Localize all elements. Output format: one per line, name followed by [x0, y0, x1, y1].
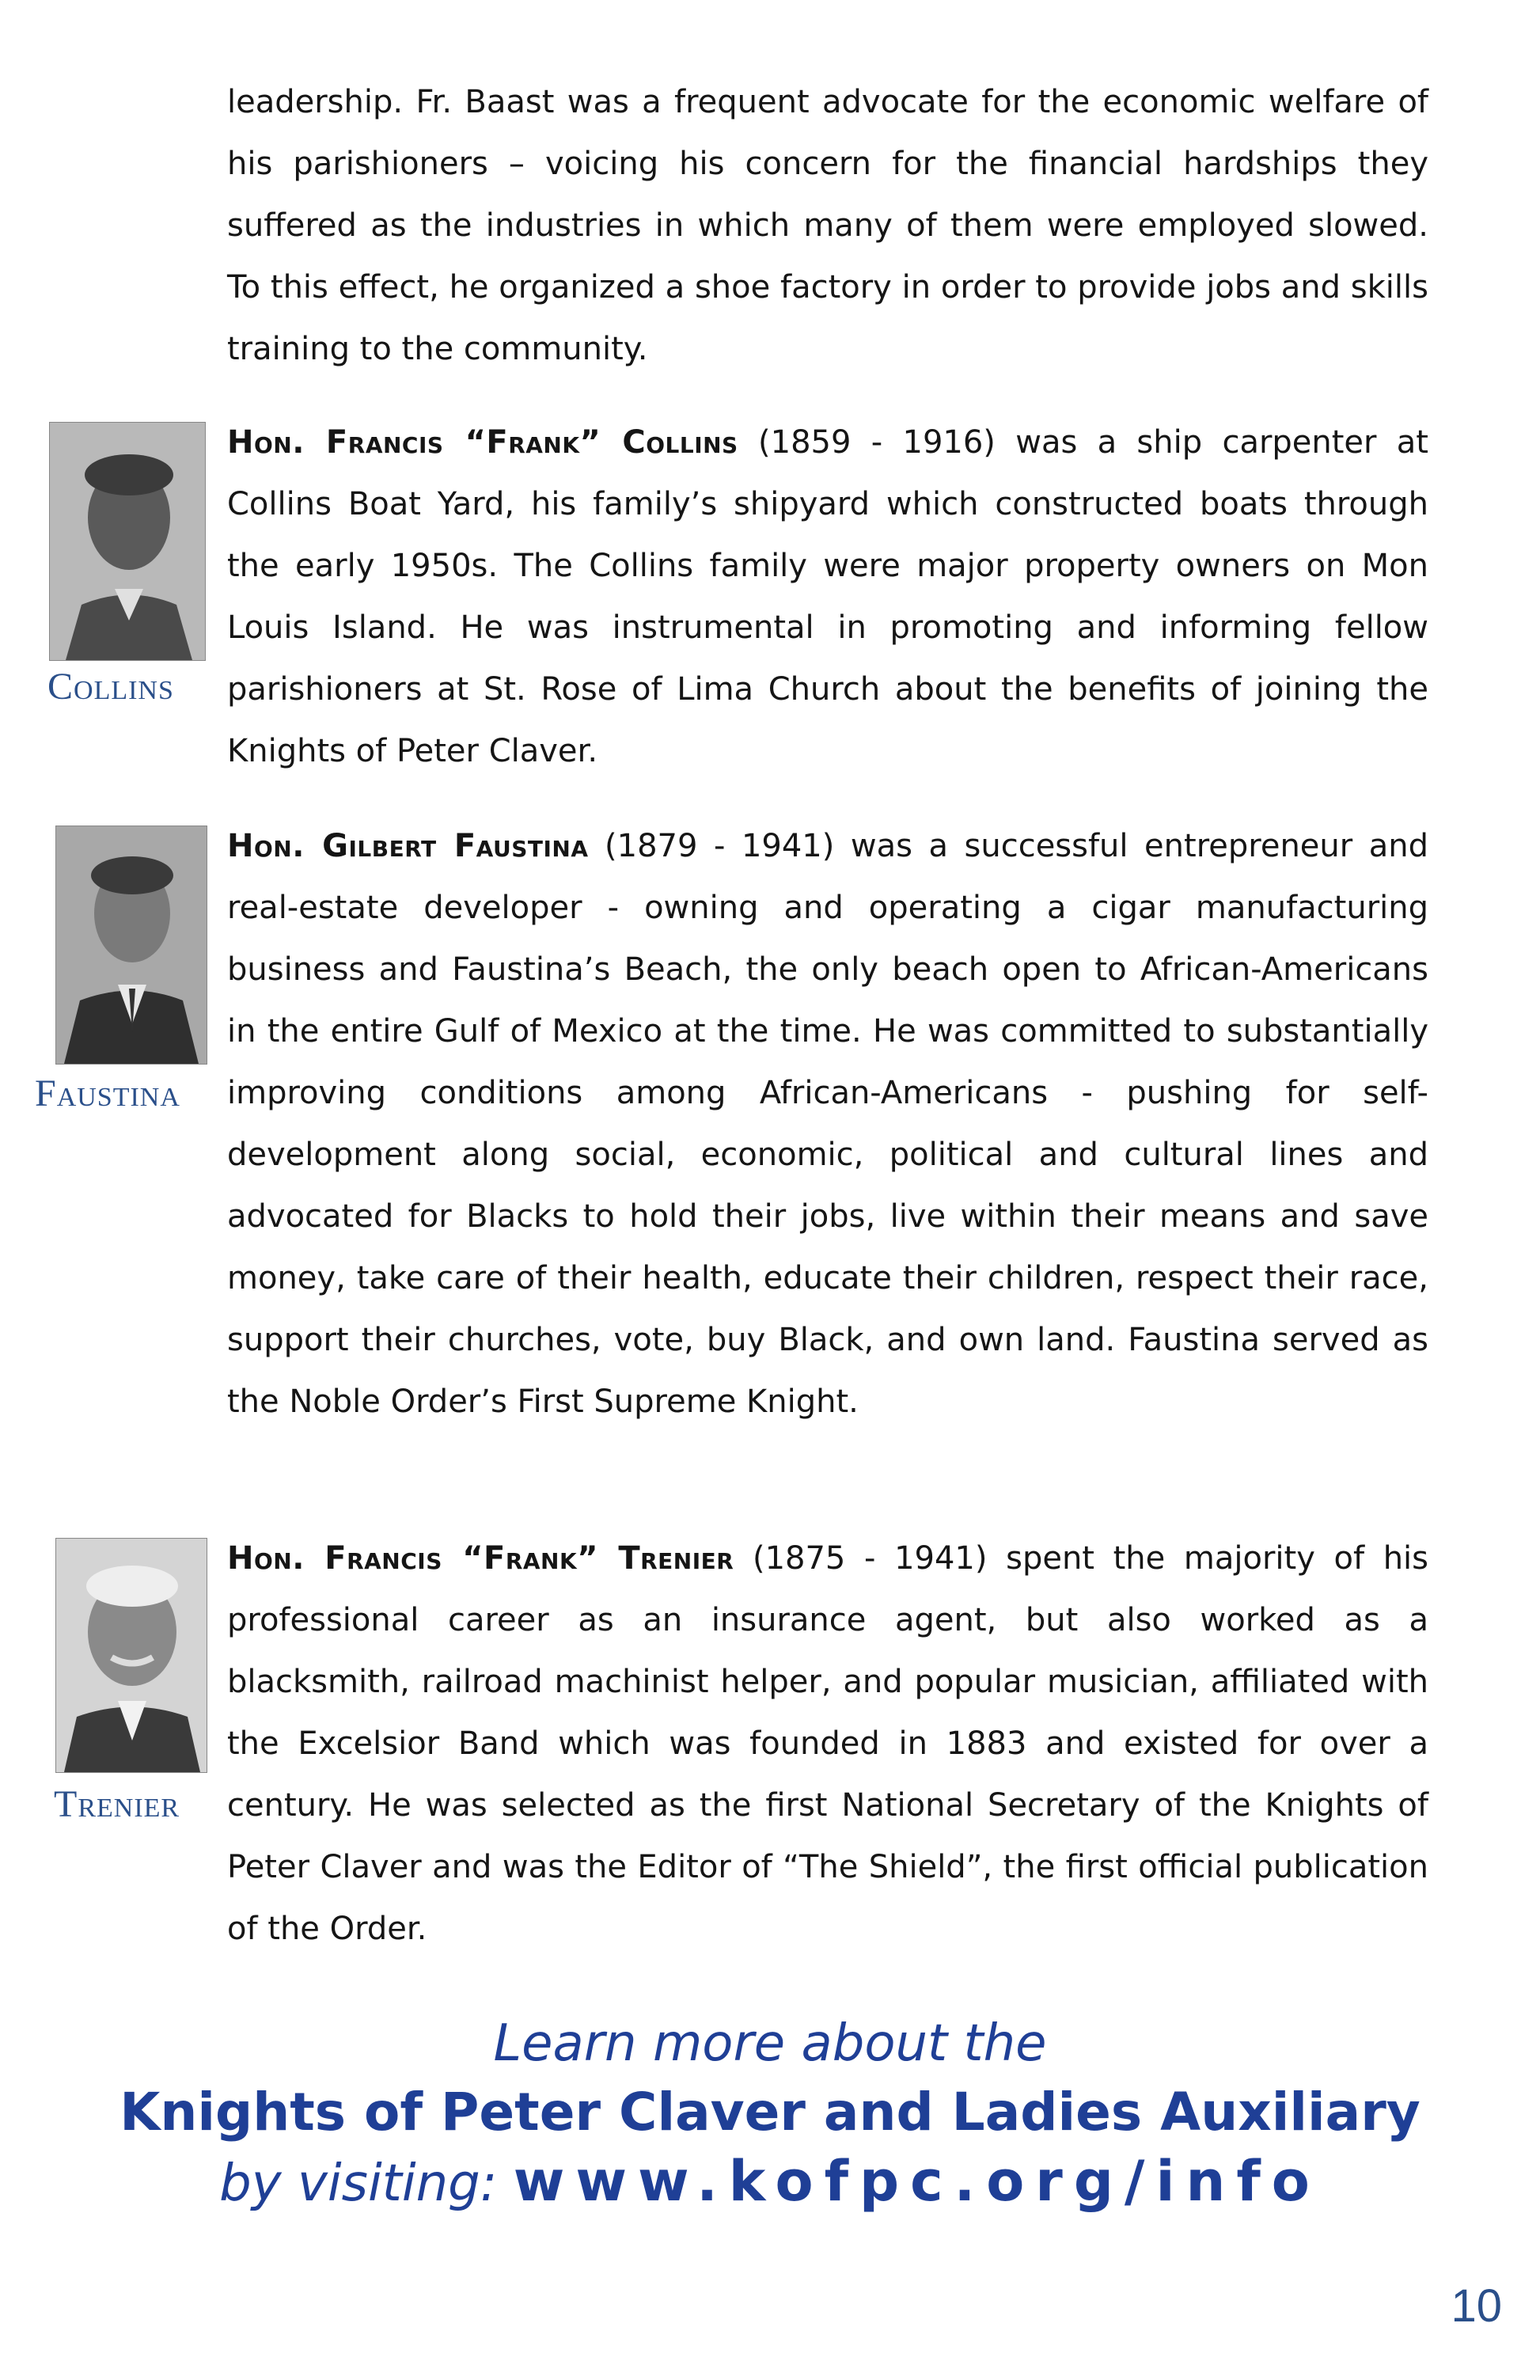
promo-prefix: by visiting: [219, 2154, 514, 2213]
portrait-icon [56, 1539, 207, 1772]
portrait-icon [56, 826, 207, 1064]
faustina-bio [227, 815, 1428, 1433]
promo-url-link[interactable]: www.kofpc.org/info [513, 2149, 1321, 2214]
collins-bio [227, 412, 1428, 782]
promo-line-1: Learn more about the [493, 2014, 1047, 2073]
page-number: 10 [1451, 2280, 1502, 2332]
faustina-name: Hon. Gilbert Faustina [227, 828, 589, 864]
faustina-portrait [55, 826, 207, 1065]
promo-line-3 [0, 2149, 1540, 2214]
promo-line-2: Knights of Peter Claver and Ladies Auxiliary [119, 2082, 1421, 2143]
intro-text: leadership. Fr. Baast was a frequent advocate for the economic welfare of his parishioners – voicing his concern for the financial hardships they suffered as the industries in which many of them were employed slowed. To this effect, he organized a shoe factory in order to provide jobs and skills training to the community. [227, 84, 1428, 367]
portrait-icon [50, 423, 205, 660]
trenier-portrait [55, 1538, 207, 1773]
collins-body: (1859 - 1916) was a ship carpenter at Collins Boat Yard, his family’s shipyard which constructed boats through the early 1950s. The Collins family were major property owners on Mon Louis Island. He was instrumental in promoting and informing fellow parishioners at St. Rose of Lima Church about the benefits of joining the Knights of Peter Claver. [227, 424, 1428, 769]
trenier-bio [227, 1528, 1428, 1960]
trenier-caption: Trenier [54, 1783, 180, 1825]
faustina-caption: Faustina [35, 1072, 180, 1114]
collins-portrait [49, 422, 206, 661]
intro-paragraph [227, 71, 1428, 380]
trenier-body: (1875 - 1941) spent the majority of his professional career as an insurance agent, but also worked as a blacksmith, railroad machinist helper, and popular musician, affiliated with the Excelsior Band which was founded in 1883 and existed for over a century. He was selected as the first National Secretary of the Knights of Peter Claver and was the Editor of “The Shield”, the first official publication of the Order. [227, 1540, 1428, 1947]
faustina-body: (1879 - 1941) was a successful entrepreneur and real-estate developer - owning and operating a cigar manufacturing business and Faustina’s Beach, the only beach open to African-Americans in the entire Gulf of Mexico at the time. He was committed to substantially improving conditions among African-Americans - pushing for self-development along social, economic, political and cultural lines and advocated for Blacks to hold their jobs, live within their means and save money, take care of their health, educate their children, respect their race, support their churches, vote, buy Black, and own land. Faustina served as the Noble Order’s First Supreme Knight. [227, 828, 1428, 1420]
trenier-name: Hon. Francis “Frank” Trenier [227, 1540, 734, 1577]
collins-caption: Collins [47, 666, 174, 708]
collins-name: Hon. Francis “Frank” Collins [227, 424, 738, 461]
